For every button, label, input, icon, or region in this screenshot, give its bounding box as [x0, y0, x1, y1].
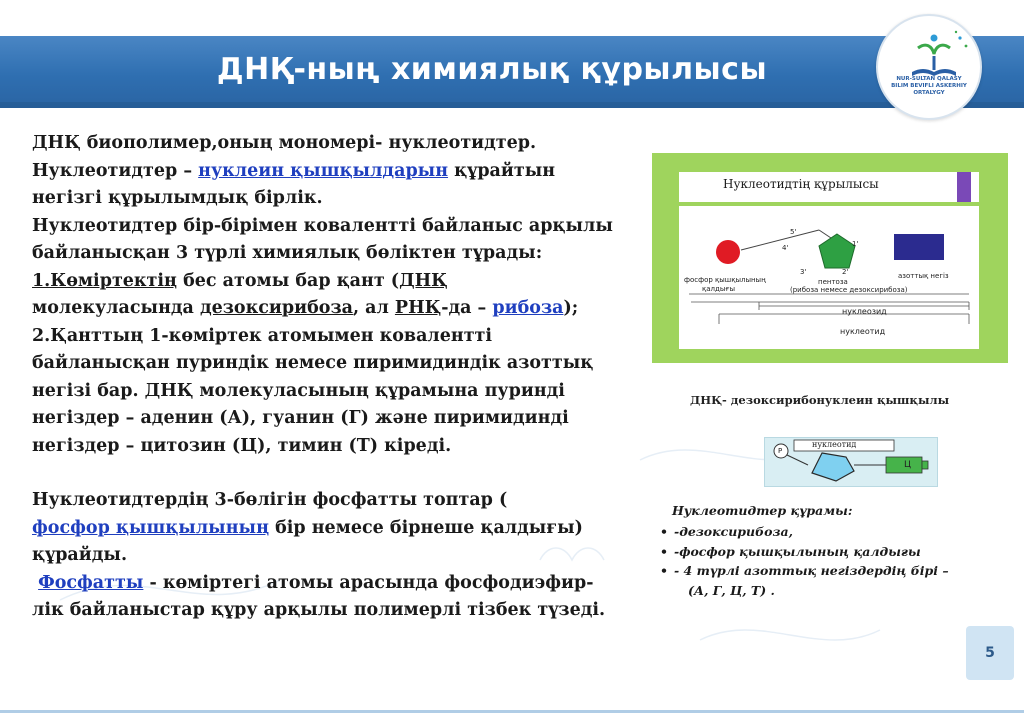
carbon-2-label: 2': [842, 268, 849, 276]
text-line: 2.Қанттың 1-көміртек атомымен ковалентті: [32, 325, 493, 346]
logo-emblem-icon: [878, 16, 984, 122]
base-label: азоттық негіз: [898, 272, 949, 280]
phosphate-label-2: қалдығы: [702, 285, 736, 293]
logo-line1: NUR-SULTAN QALASY: [896, 76, 962, 82]
text-line: 1.Көміртектің бес атомы бар қант (ДНҚ: [32, 270, 448, 291]
nitrogen-base-rect-icon: [894, 234, 944, 260]
carbon-4-label: 4': [782, 244, 789, 252]
text-line: құрайды.: [32, 545, 128, 565]
phosphate-link[interactable]: Фосфатты: [38, 572, 144, 593]
text-line: негіздер – аденин (А), гуанин (Г) және пиримидинді: [32, 408, 569, 428]
logo-line2: BILIM BEVIFLI ASKERHIY ORTALYGY: [891, 83, 967, 96]
dna-caption: ДНҚ- дезоксирибонуклеин қышқылы: [690, 393, 950, 407]
main-text-block: [32, 130, 657, 625]
scheme-p-label: P: [778, 447, 783, 455]
sugar-pentagon-icon: [812, 453, 854, 481]
text-line: байланысқан 3 түрлі химиялық бөліктен тұрады:: [32, 243, 543, 263]
list-item: • - 4 түрлі азоттық негіздердің бірі –: [660, 561, 949, 581]
phosphate-circle-icon: [716, 240, 740, 264]
carbon-3-label: 3': [800, 268, 807, 276]
text-line: байланысқан пуриндік немесе пиримидиндік азоттық: [32, 353, 594, 373]
pentose-label: пентоза: [818, 278, 848, 286]
text-line: Нуклеотидтер – нуклеин қышқылдарын құрайтын: [32, 160, 556, 181]
text-line: негізгі құрылымдық бірлік.: [32, 188, 323, 208]
bottom-divider: [0, 710, 1024, 713]
slide-title: ДНҚ-ның химиялық құрылысы: [216, 52, 768, 87]
nucleoside-label: нуклеозид: [842, 307, 887, 316]
carbon-5-label: 5': [790, 228, 797, 236]
text-line: Нуклеотидтердің 3-бөлігін фосфатты топтар (: [32, 490, 508, 510]
carbon-1-label: 1': [852, 240, 859, 248]
text-line: Нуклеотидтер бір-бірімен ковалентті байланыс арқылы: [32, 215, 613, 236]
text-line: молекуласында дезоксирибоза, ал РНҚ-да – рибоза);: [32, 298, 579, 318]
ribose-link[interactable]: рибоза: [492, 298, 564, 318]
organization-logo: [876, 14, 982, 120]
text-line: фосфор қышқылының бір немесе бірнеше қалдығы): [32, 517, 583, 538]
list-item-continuation: (А, Г, Ц, Т) .: [688, 582, 775, 598]
list-item: • -фосфор қышқылының қалдығы: [660, 542, 949, 562]
diagram-title: Нуклеотидтің құрылысы: [723, 177, 879, 191]
diagram-title-bar: [679, 172, 979, 202]
phosphoric-acid-link[interactable]: фосфор қышқылының: [32, 517, 269, 538]
scheme-base-label: Ц: [904, 460, 911, 470]
nucleotide-label: нуклеотид: [840, 327, 886, 336]
text-line: лік байланыстар құру арқылы полимерлі тізбек түзеді.: [32, 600, 606, 620]
diagram-title-accent: [957, 172, 971, 202]
pentose-pentagon-icon: [819, 234, 855, 268]
scheme-nucleotide-label: нуклеотид: [812, 440, 857, 449]
phosphate-label: фосфор қышқылының: [684, 276, 766, 284]
text-line: ДНҚ биополимер,оның мономері- нуклеотидтер.: [32, 133, 537, 153]
composition-list: [660, 522, 949, 600]
list-item: • -дезоксирибоза,: [660, 522, 949, 542]
text-line: негізі бар. ДНҚ молекуласының құрамына пуринді: [32, 380, 565, 401]
text-line: Фосфатты - көміртегі атомы арасында фосфодиэфир-: [38, 572, 594, 593]
composition-title: Нуклеотидтер құрамы:: [672, 503, 853, 518]
page-number: 5: [966, 626, 1014, 680]
text-line: негіздер – цитозин (Ц), тимин (Т) кіреді.: [32, 435, 452, 456]
nucleic-acids-link[interactable]: нуклеин қышқылдарын: [198, 160, 449, 181]
pentose-label-2: (рибоза немесе дезоксирибоза): [790, 286, 908, 294]
